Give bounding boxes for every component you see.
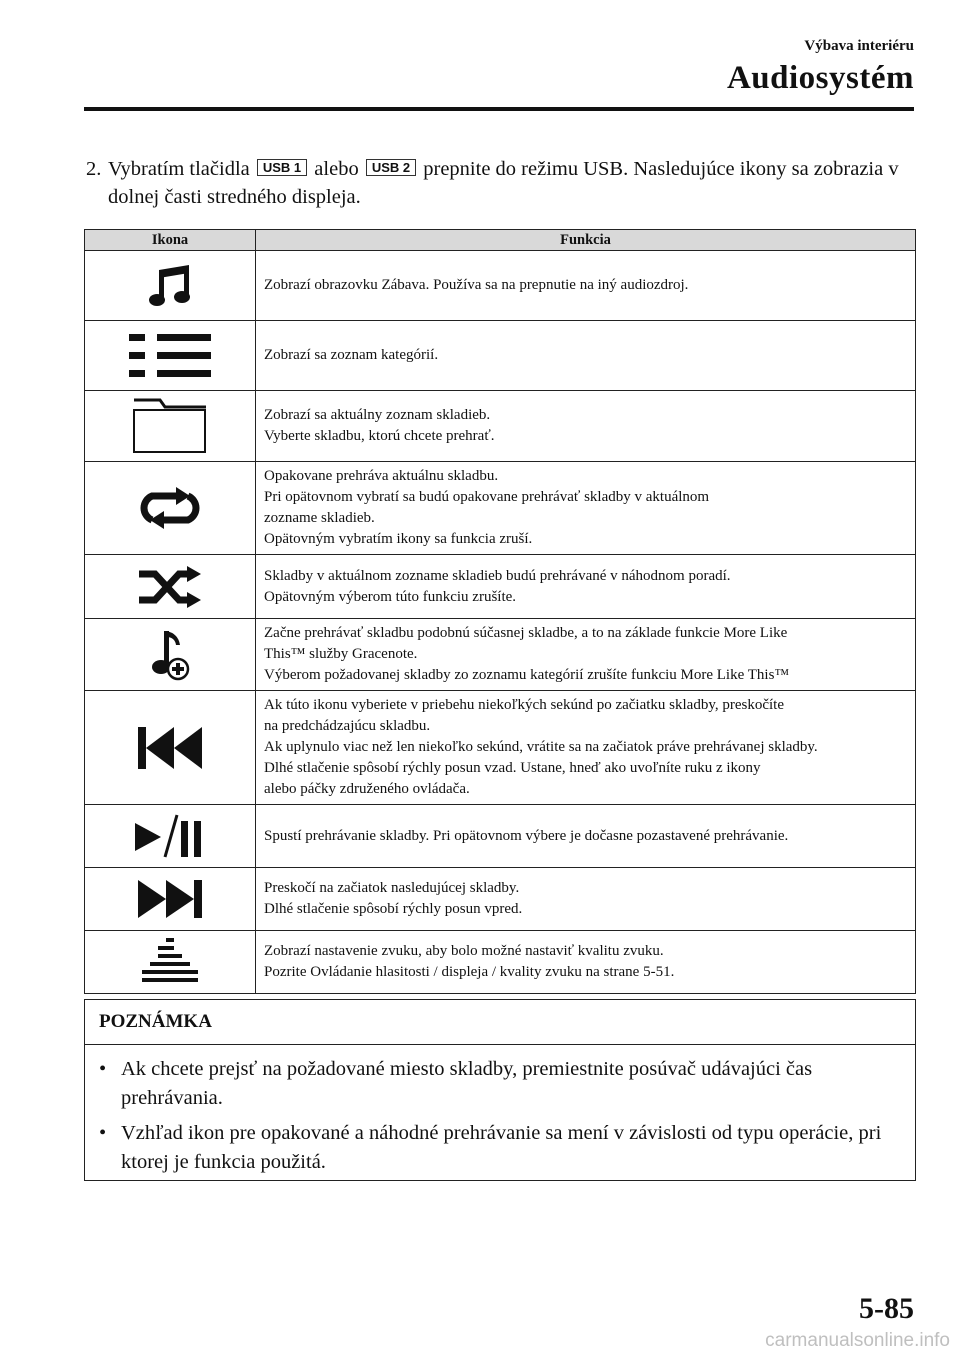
play-pause-icon bbox=[135, 813, 205, 859]
step-text-after: prepnite do režimu USB. Nasledujúce ikony sa zobrazia v dolnej časti stredného displeja. bbox=[108, 158, 899, 208]
page-number: 5-85 bbox=[859, 1292, 914, 1325]
previous-track-icon bbox=[138, 727, 202, 769]
step-text-mid: alebo bbox=[314, 158, 359, 180]
function-line: Ak túto ikonu vyberiete v priebehu niekoľkých sekúnd po začiatku skladby, preskočíte bbox=[264, 697, 784, 713]
watermark: carmanualsonline.info bbox=[765, 1330, 950, 1351]
page-title: Audiosystém bbox=[726, 60, 914, 96]
function-line: Ak uplynulo viac než len niekoľko sekúnd, vrátite sa na začiatok práve prehrávanej skladby. bbox=[264, 739, 818, 755]
function-line: Zobrazí sa zoznam kategórií. bbox=[264, 347, 439, 363]
function-line: Dlhé stlačenie spôsobí rýchly posun vpred. bbox=[264, 901, 523, 917]
function-line: Zobrazí sa aktuálny zoznam skladieb. bbox=[264, 407, 491, 423]
icon-table bbox=[84, 229, 916, 994]
repeat-icon bbox=[138, 486, 202, 530]
folder-icon bbox=[132, 398, 208, 454]
step-number: 2. bbox=[86, 158, 102, 180]
note-bullet-text: Vzhľad ikon pre opakované a náhodné prehrávanie sa mení v závislosti od typu operácie, pri ktorej je funkcia použitá. bbox=[121, 1122, 882, 1173]
function-line: Začne prehrávať skladbu podobnú súčasnej skladbe, a to na základe funkcie More Like bbox=[264, 625, 788, 641]
note-bullet-text: Ak chcete prejsť na požadované miesto skladby, premiestnite posúvač udávajúci čas prehrávania. bbox=[121, 1058, 813, 1109]
function-line: na predchádzajúcu skladbu. bbox=[264, 718, 431, 734]
usb2-button-label: USB 2 bbox=[366, 159, 416, 176]
function-line: Skladby v aktuálnom zozname skladieb budú prehrávané v náhodnom poradí. bbox=[264, 567, 731, 584]
sound-settings-icon bbox=[142, 938, 198, 986]
function-line: This™ služby Gracenote. bbox=[264, 646, 418, 662]
function-line: Dlhé stlačenie spôsobí rýchly posun vzad. Ustane, hneď ako uvoľníte ruku z ikony bbox=[264, 760, 761, 776]
table-row bbox=[85, 251, 916, 321]
function-line: Pri opätovnom vybratí sa budú opakovane prehrávať skladby v aktuálnom bbox=[264, 489, 710, 505]
usb1-button-label: USB 1 bbox=[257, 159, 307, 176]
function-line: Zobrazí obrazovku Zábava. Používa sa na prepnutie na iný audiozdroj. bbox=[264, 277, 689, 293]
more-like-this-icon bbox=[150, 629, 190, 681]
function-line: Výberom požadovanej skladby zo zoznamu kategórií zrušíte funkciu More Like This™ bbox=[264, 667, 790, 683]
function-line: Opätovným výberom túto funkciu zrušíte. bbox=[264, 588, 517, 605]
table-row bbox=[85, 691, 916, 805]
step-text-before: Vybratím tlačidla bbox=[108, 158, 250, 180]
col-function-header: Funkcia bbox=[256, 230, 916, 251]
list-icon bbox=[129, 332, 211, 380]
table-row bbox=[85, 619, 916, 691]
function-line: Vyberte skladbu, ktorú chcete prehrať. bbox=[264, 428, 495, 444]
next-track-icon bbox=[138, 880, 202, 918]
shuffle-icon bbox=[137, 566, 203, 608]
function-line: Opätovným vybratím ikony sa funkcia zruší. bbox=[264, 531, 533, 547]
table-row bbox=[85, 805, 916, 868]
table-row bbox=[85, 931, 916, 994]
note-bullet bbox=[99, 1119, 915, 1177]
function-line: Opakovane prehráva aktuálnu skladbu. bbox=[264, 468, 499, 484]
bullet-dot-icon: • bbox=[99, 1122, 107, 1144]
function-line: alebo páčky združeného ovládača. bbox=[264, 781, 470, 797]
note-box bbox=[84, 999, 916, 1181]
table-row bbox=[85, 868, 916, 931]
function-line: Preskočí na začiatok nasledujúcej skladby. bbox=[264, 880, 520, 896]
function-line: zozname skladieb. bbox=[264, 510, 375, 526]
table-row bbox=[85, 462, 916, 555]
function-line: Zobrazí nastavenie zvuku, aby bolo možné nastaviť kvalitu zvuku. bbox=[264, 943, 664, 959]
col-icon-header: Ikona bbox=[85, 230, 256, 251]
bullet-dot-icon: • bbox=[99, 1058, 107, 1080]
header-rule bbox=[84, 107, 914, 111]
note-bullet bbox=[99, 1055, 915, 1113]
table-row bbox=[85, 555, 916, 619]
music-note-icon bbox=[145, 264, 195, 308]
function-line: Spustí prehrávanie skladby. Pri opätovnom výbere je dočasne pozastavené prehrávanie. bbox=[264, 827, 789, 844]
note-title: POZNÁMKA bbox=[85, 1000, 915, 1045]
function-line: Pozrite Ovládanie hlasitosti / displeja / kvality zvuku na strane 5-51. bbox=[264, 964, 675, 980]
table-row bbox=[85, 321, 916, 391]
section-title: Výbava interiéru bbox=[804, 38, 914, 54]
step-instruction bbox=[86, 155, 916, 211]
table-row bbox=[85, 391, 916, 462]
